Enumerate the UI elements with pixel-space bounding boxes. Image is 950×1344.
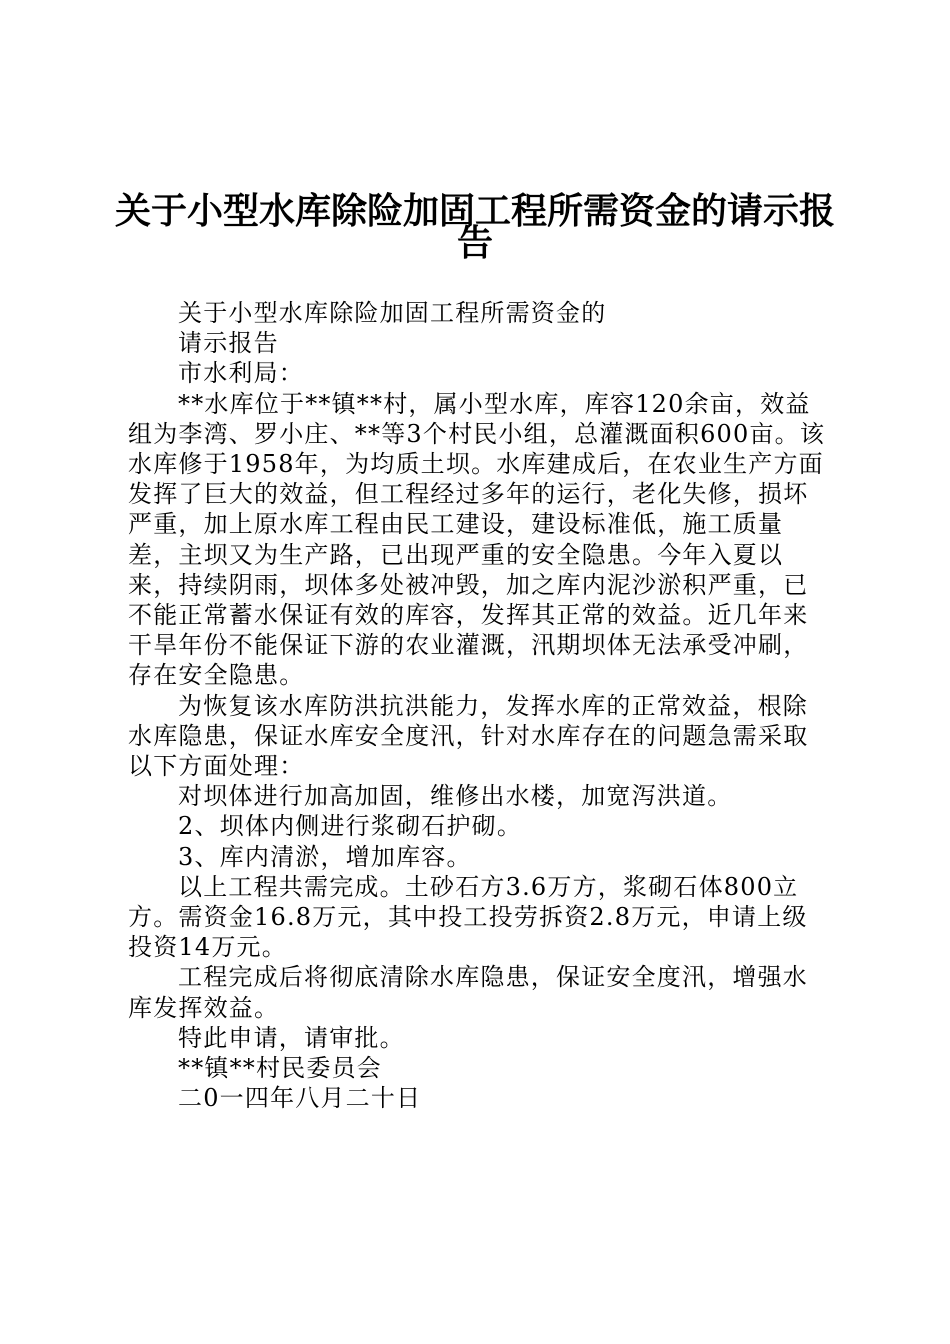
document-body [128,298,828,1113]
document-title-line-1: 关于小型水库除险加固工程所需资金的请示报 [114,191,835,232]
measure-item-1: 对坝体进行加高加固，维修出水楼，加宽泻洪道。 [178,782,733,811]
measure-item-2: 2、坝体内侧进行浆砌石护砌。 [178,812,523,841]
paragraph-purpose: 为恢复该水库防洪抗洪能力，发挥水库的正常效益，根除水库隐患，保证水库安全度汛，针对水库存在的问题急需采取以下方面处理： [128,691,809,781]
document-title-line-2: 告 [456,223,493,264]
signature-date: 二0一四年八月二十日 [178,1084,422,1113]
signature-organization: **镇**村民委员会 [178,1054,382,1083]
paragraph-outcome: 工程完成后将彻底清除水库隐患，保证安全度汛，增强水库发挥效益。 [128,963,808,1022]
subject-line-2: 请示报告 [178,329,279,358]
measure-item-3: 3、库内清淤，增加库容。 [178,842,472,871]
addressee: 市水利局： [178,359,304,388]
paragraph-background: **水库位于**镇**村，属小型水库，库容120余亩，效益组为李湾、罗小庄、**等3个村民小组，总灌溉面积600亩。该水库修于1958年，为均质土坝。水库建成后，在农业生产方面发挥了巨大的效益，但工程经过多年的运行，老化失修，损坏严重，加上原水库工程由民工建设，建设标准低，施工质量差，主坝又为生产路，已出现严重的安全隐患。今年入夏以来，持续阴雨，坝体多处被冲毁，加之库内泥沙淤积严重，已不能正常蓄水保证有效的库容，发挥其正常的效益。近几年来干旱年份不能保证下游的农业灌溉，汛期坝体无法承受冲刷，存在安全隐患。 [128,389,826,690]
closing-request: 特此申请，请审批。 [178,1023,405,1052]
subject-line-1: 关于小型水库除险加固工程所需资金的 [178,299,607,327]
paragraph-cost: 以上工程共需完成。土砂石方3.6万方，浆砌石体800立方。需资金16.8万元，其中投工投劳拆资2.8万元，申请上级投资14万元。 [128,872,808,962]
